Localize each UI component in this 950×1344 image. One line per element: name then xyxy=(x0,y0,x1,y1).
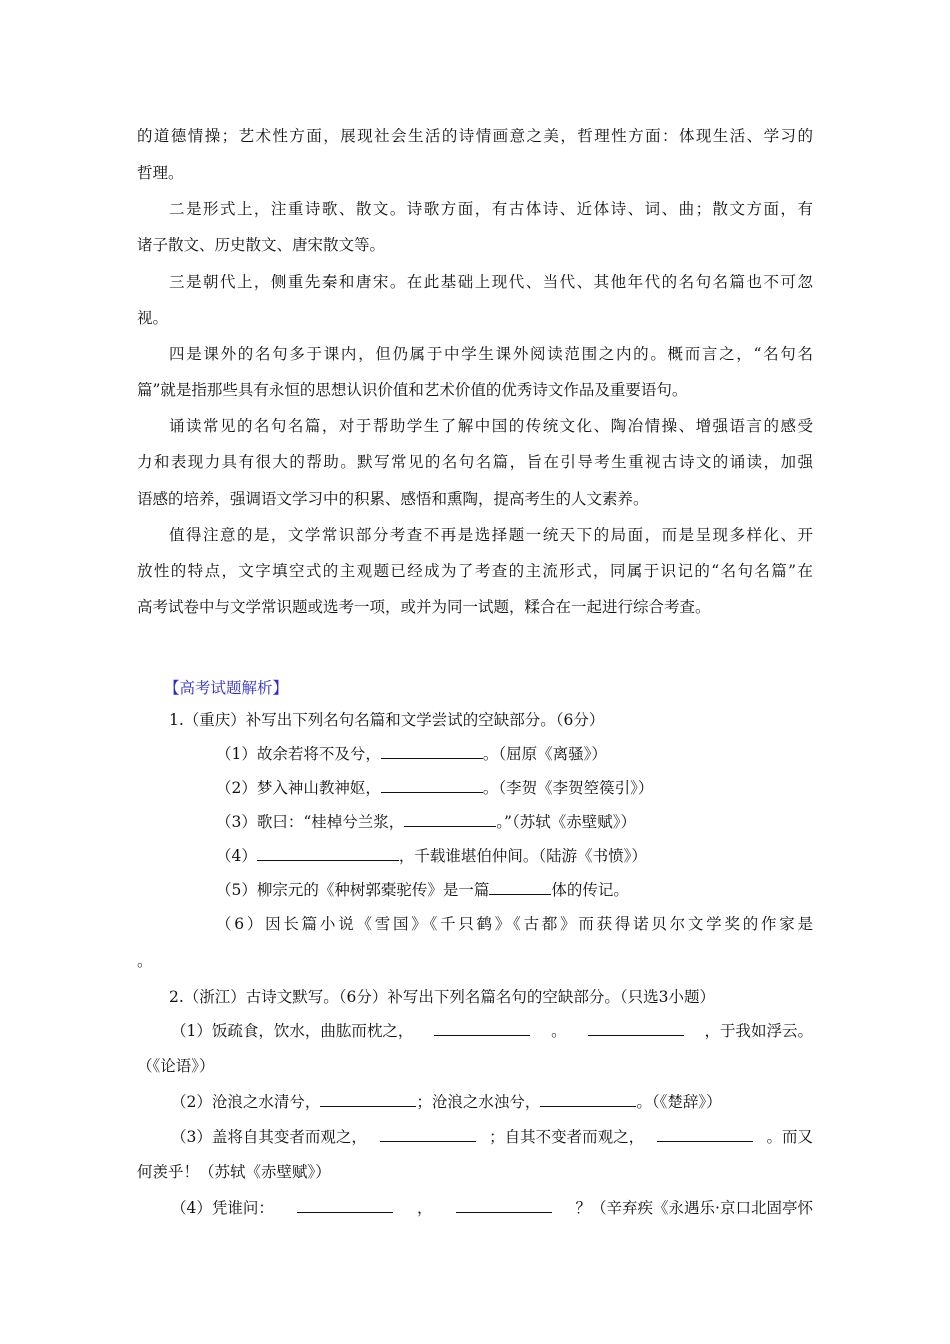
fill-blank[interactable] xyxy=(381,778,483,793)
question-2-item-1: （1）饭疏食，饮水，曲肱而枕之， 。 ，于我如浮云。 xyxy=(171,1022,813,1040)
fill-blank[interactable] xyxy=(380,1127,476,1142)
paragraph-line: 语感的培养，强调语文学习中的积累、感悟和熏陶，提高考生的人文素养。 xyxy=(137,490,649,508)
fill-blank[interactable] xyxy=(320,1092,416,1107)
paragraph-line: 篇”就是指那些具有永恒的思想认识价值和艺术价值的优秀诗文作品及重要语句。 xyxy=(137,381,688,399)
paragraph-line: 诸子散文、历史散文、唐宋散文等。 xyxy=(137,236,386,254)
paragraph-line: 视。 xyxy=(137,309,169,327)
fill-blank[interactable] xyxy=(297,1198,393,1213)
fill-blank[interactable] xyxy=(404,812,496,827)
section-heading: 【高考试题解析】 xyxy=(164,679,289,697)
question-1-item-6: （6）因长篇小说《雪国》《千只鹤》《古都》而获得诺贝尔文学奖的作家是 xyxy=(216,915,813,933)
fill-blank[interactable] xyxy=(257,846,399,861)
question-2-item-2: （2）沧浪之水清兮， ；沧浪之水浊兮， 。（《楚辞》） xyxy=(171,1093,722,1111)
fill-blank[interactable] xyxy=(456,1198,552,1213)
paragraph-line: 二是形式上，注重诗歌、散文。诗歌方面，有古体诗、近体诗、词、曲；散文方面，有 xyxy=(169,200,813,218)
fill-blank[interactable] xyxy=(434,1021,530,1036)
fill-blank[interactable] xyxy=(381,744,483,759)
paragraph-line: 哲理。 xyxy=(137,164,184,182)
question-2-item-3: （3）盖将自其变者而观之， ；自其不变者而观之， 。而又 xyxy=(171,1128,813,1146)
question-2-item-3-source: 何羡乎！（苏轼《赤壁赋》） xyxy=(137,1163,331,1181)
fill-blank[interactable] xyxy=(540,1092,636,1107)
question-2-stem: 2.（浙江）古诗文默写。（6分）补写出下列名篇名句的空缺部分。（只选3小题） xyxy=(169,988,716,1006)
paragraph-line: 的道德情操；艺术性方面，展现社会生活的诗情画意之美，哲理性方面：体现生活、学习的 xyxy=(137,127,813,145)
paragraph-line: 高考试卷中与文学常识题或选考一项，或并为同一试题，糅合在一起进行综合考查。 xyxy=(137,598,711,616)
question-1-item-1: （1）故余若将不及兮， 。（屈原《离骚》） xyxy=(216,745,607,763)
question-1-item-6-end: 。 xyxy=(137,952,153,970)
question-1-item-3: （3）歌曰：“桂棹兮兰浆， 。”（苏轼《赤壁赋》） xyxy=(216,813,636,831)
paragraph-line: 值得注意的是，文学常识部分考查不再是选择题一统天下的局面，而是呈现多样化、开 xyxy=(169,526,813,544)
question-2-item-4: （4）凭谁问： ， ？（辛弃疾《永遇乐·京口北固亭怀 xyxy=(171,1199,813,1217)
question-1-item-4: （4） ，千载谁堪伯仲间。（陆游《书愤》） xyxy=(216,847,647,865)
question-2-item-1-source: （《论语》） xyxy=(137,1057,215,1075)
paragraph-line: 力和表现力具有很大的帮助。默写常见的名句名篇，旨在引导考生重视古诗文的诵读，加强 xyxy=(137,453,813,471)
question-1-item-2: （2）梦入神山教神妪， 。（李贺《李贺箜篌引》） xyxy=(216,779,654,797)
paragraph-line: 三是朝代上，侧重先秦和唐宋。在此基础上现代、当代、其他年代的名句名篇也不可忽 xyxy=(169,273,813,291)
paragraph-line: 四是课外的名句多于课内，但仍属于中学生课外阅读范围之内的。概而言之，“名句名 xyxy=(169,345,813,363)
question-1-item-5: （5）柳宗元的《种树郭橐驼传》是一篇 体的传记。 xyxy=(216,881,629,899)
question-1-stem: 1.（重庆）补写出下列名句名篇和文学尝试的空缺部分。（6分） xyxy=(169,711,605,729)
paragraph-line: 放性的特点，文字填空式的主观题已经成为了考查的主流形式，同属于识记的“名句名篇”在 xyxy=(137,562,813,580)
paragraph-line: 诵读常见的名句名篇，对于帮助学生了解中国的传统文化、陶冶情操、增强语言的感受 xyxy=(169,417,813,435)
fill-blank[interactable] xyxy=(588,1021,684,1036)
fill-blank[interactable] xyxy=(489,880,551,895)
fill-blank[interactable] xyxy=(657,1127,753,1142)
